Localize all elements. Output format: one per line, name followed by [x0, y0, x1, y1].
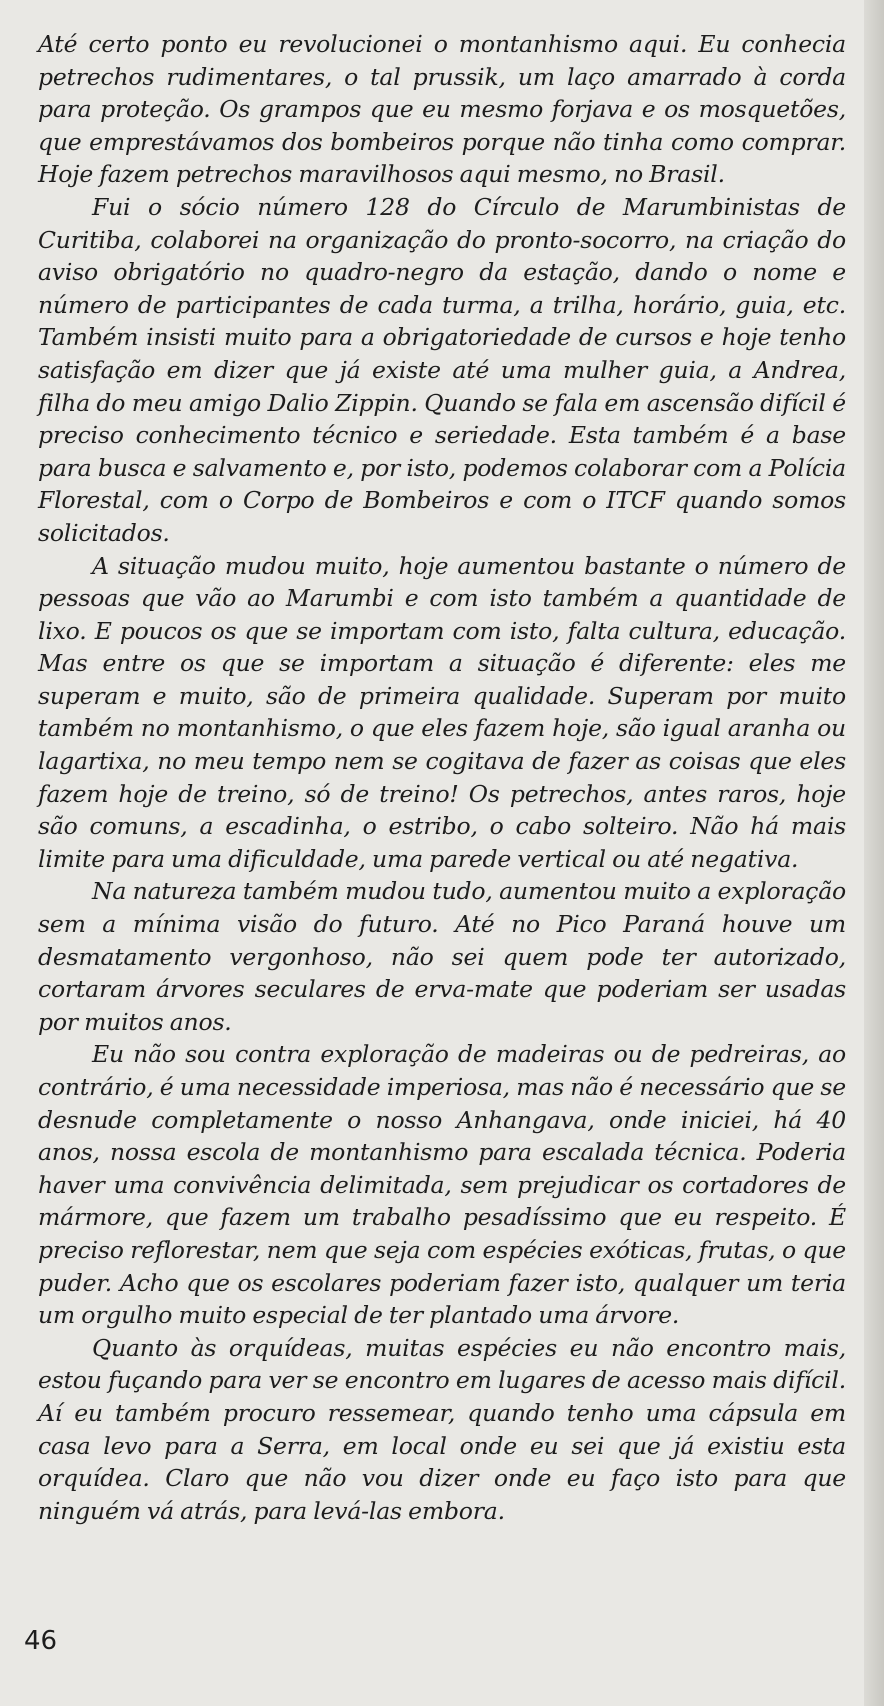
paragraph-2: Fui o sócio número 128 do Círculo de Marumbinistas de Curitiba, colaborei na organização do pronto-socorro, na criação do aviso obrigatório no quadro-negro da estação, dando o nome e número de participantes de cada turma, a trilha, horário, guia, etc. Também insisti muito para a obrigatoriedade de cursos e hoje tenho satisfação em dizer que já existe até uma mulher guia, a Andrea, filha do meu amigo Dalio Zippin. Quando se fala em ascensão difícil é preciso conhecimento técnico e seriedade. Esta também é a base para busca e salvamento e, por isto, podemos colaborar com a Polícia Florestal, com o Corpo de Bombeiros e com o ITCF quando somos solicitados.	[38, 192, 846, 547]
paragraph-3: A situação mudou muito, hoje aumentou bastante o número de pessoas que vão ao Marumbi e com isto também a quantidade de lixo. E poucos os que se importam com isto, falta cultura, educação. Mas entre os que se importam a situação é diferente: eles me superam e muito, são de primeira qualidade. Superam por muito também no montanhismo, o que eles fazem hoje, são igual aranha ou lagartixa, no meu tempo nem se cogitava de fazer as coisas que eles fazem hoje de treino, só de treino! Os petrechos, antes raros, hoje são comuns, a escadinha, o estribo, o cabo solteiro. Não há mais limite para uma dificuldade, uma parede vertical ou até negativa.	[38, 551, 846, 873]
paragraph-1: Até certo ponto eu revolucionei o montanhismo aqui. Eu conhecia petrechos rudimentares, o tal prussik, um laço amarrado à corda para proteção. Os grampos que eu mesmo forjava e os mosquetões, que emprestávamos dos bombeiros porque não tinha como comprar. Hoje fazem petrechos maravilhosos aqui mesmo, no Brasil.	[38, 30, 846, 189]
page-edge-shadow	[864, 0, 884, 1706]
page-number: 46	[24, 1626, 58, 1656]
paragraph-6: Quanto às orquídeas, muitas espécies eu não encontro mais, estou fuçando para ver se encontro em lugares de acesso mais difícil. Aí eu também procuro ressemear, quando tenho uma cápsula em casa levo para a Serra, em local onde eu sei que já existiu esta orquídea. Claro que não vou dizer onde eu faço isto para que ninguém vá atrás, para levá-las embora.	[38, 1333, 846, 1525]
paragraph-4: Na natureza também mudou tudo, aumentou muito a exploração sem a mínima visão do futuro. Até no Pico Paraná houve um desmatamento vergonhoso, não sei quem pode ter autorizado, cortaram árvores seculares de erva-mate que poderiam ser usadas por muitos anos.	[38, 877, 846, 1036]
body-text	[38, 28, 846, 1527]
paragraph-5: Eu não sou contra exploração de madeiras ou de pedreiras, ao contrário, é uma necessidade imperiosa, mas não é necessário que se desnude completamente o nosso Anhangava, onde iniciei, há 40 anos, nossa escola de montanhismo para escalada técnica. Poderia haver uma convivência delimitada, sem prejudicar os cortadores de mármore, que fazem um trabalho pesadíssimo que eu respeito. É preciso reflorestar, nem que seja com espécies exóticas, frutas, o que puder. Acho que os escolares poderiam fazer isto, qualquer um teria um orgulho muito especial de ter plantado uma árvore.	[38, 1040, 846, 1330]
